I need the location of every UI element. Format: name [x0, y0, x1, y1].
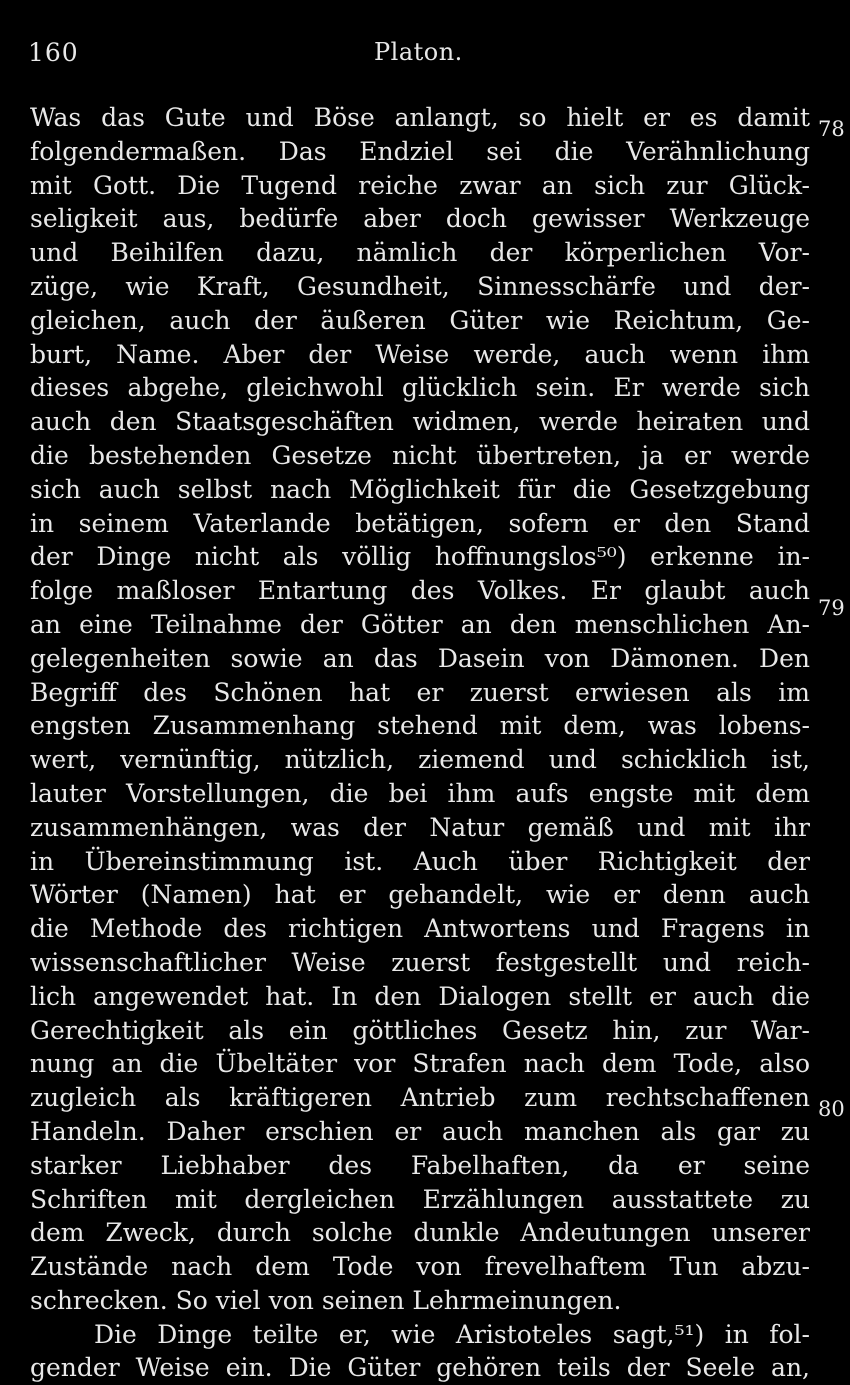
text-line: Begriff des Schönen hat er zuerst erwiesen als im	[30, 677, 810, 707]
text-line: schrecken. So viel von seinen Lehrmeinungen.	[30, 1285, 622, 1315]
margin-section-number: 78	[818, 117, 845, 141]
text-line: Gerechtigkeit als ein göttliches Gesetz hin, zur War-	[30, 1015, 810, 1045]
text-line: an eine Teilnahme der Götter an den menschlichen An-	[30, 609, 810, 639]
text-line: starker Liebhaber des Fabelhaften, da er seine	[30, 1150, 810, 1180]
text-line: zugleich als kräftigeren Antrieb zum rechtschaffenen	[30, 1083, 810, 1113]
text-line: dieses abgehe, gleichwohl glücklich sein. Er werde sich	[30, 373, 810, 403]
text-line: züge, wie Kraft, Gesundheit, Sinnesschärfe und der-	[30, 271, 810, 301]
text-line: sich auch selbst nach Möglichkeit für die Gesetzgebung	[30, 474, 810, 504]
text-line: seligkeit aus, bedürfe aber doch gewisser Werkzeuge	[30, 204, 810, 234]
text-line: dem Zweck, durch solche dunkle Andeutungen unserer	[30, 1218, 810, 1248]
text-line: lich angewendet hat. In den Dialogen stellt er auch die	[30, 981, 810, 1011]
text-line: Zustände nach dem Tode von frevelhaftem Tun abzu-	[30, 1252, 810, 1282]
text-line: Wörter (Namen) hat er gehandelt, wie er denn auch	[30, 880, 810, 910]
text-line: engsten Zusammenhang stehend mit dem, was lobens-	[30, 711, 810, 741]
text-line: folgendermaßen. Das Endziel sei die Verähnlichung	[30, 136, 810, 166]
text-line: gender Weise ein. Die Güter gehören teils der Seele an,	[30, 1353, 810, 1383]
text-line: der Dinge nicht als völlig hoffnungslos⁵⁰) erkenne in-	[30, 542, 810, 572]
text-line: gleichen, auch der äußeren Güter wie Reichtum, Ge-	[30, 305, 810, 335]
text-line: auch den Staatsgeschäften widmen, werde heiraten und	[30, 407, 810, 437]
text-line: Handeln. Daher erschien er auch manchen als gar zu	[30, 1116, 810, 1146]
text-line: und Beihilfen dazu, nämlich der körperlichen Vor-	[30, 238, 810, 268]
text-line: Die Dinge teilte er, wie Aristoteles sagt,⁵¹) in fol-	[94, 1319, 810, 1349]
text-line: mit Gott. Die Tugend reiche zwar an sich zur Glück-	[30, 170, 810, 200]
text-line: wissenschaftlicher Weise zuerst festgestellt und reich-	[30, 947, 810, 977]
text-line: in seinem Vaterlande betätigen, sofern er den Stand	[30, 508, 810, 538]
running-title: Platon.	[374, 38, 463, 66]
text-line: Schriften mit dergleichen Erzählungen ausstattete zu	[30, 1184, 810, 1214]
page-number: 160	[28, 38, 79, 67]
text-line: nung an die Übeltäter vor Strafen nach dem Tode, also	[30, 1049, 810, 1079]
margin-section-number: 80	[818, 1097, 845, 1121]
margin-section-number: 79	[818, 596, 845, 620]
text-line: die Methode des richtigen Antwortens und Fragens in	[30, 914, 810, 944]
text-line: gelegenheiten sowie an das Dasein von Dämonen. Den	[30, 643, 810, 673]
text-line: die bestehenden Gesetze nicht übertreten, ja er werde	[30, 440, 810, 470]
text-line: Was das Gute und Böse anlangt, so hielt er es damit	[30, 103, 810, 132]
text-line: zusammenhängen, was der Natur gemäß und mit ihr	[30, 812, 810, 842]
text-line: in Übereinstimmung ist. Auch über Richtigkeit der	[30, 846, 810, 876]
text-line: lauter Vorstellungen, die bei ihm aufs engste mit dem	[30, 778, 810, 808]
body-text	[30, 101, 810, 1385]
text-line: folge maßloser Entartung des Volkes. Er glaubt auch	[30, 576, 810, 606]
text-line: burt, Name. Aber der Weise werde, auch wenn ihm	[30, 339, 810, 369]
text-line: wert, vernünftig, nützlich, ziemend und schicklich ist,	[30, 745, 810, 775]
